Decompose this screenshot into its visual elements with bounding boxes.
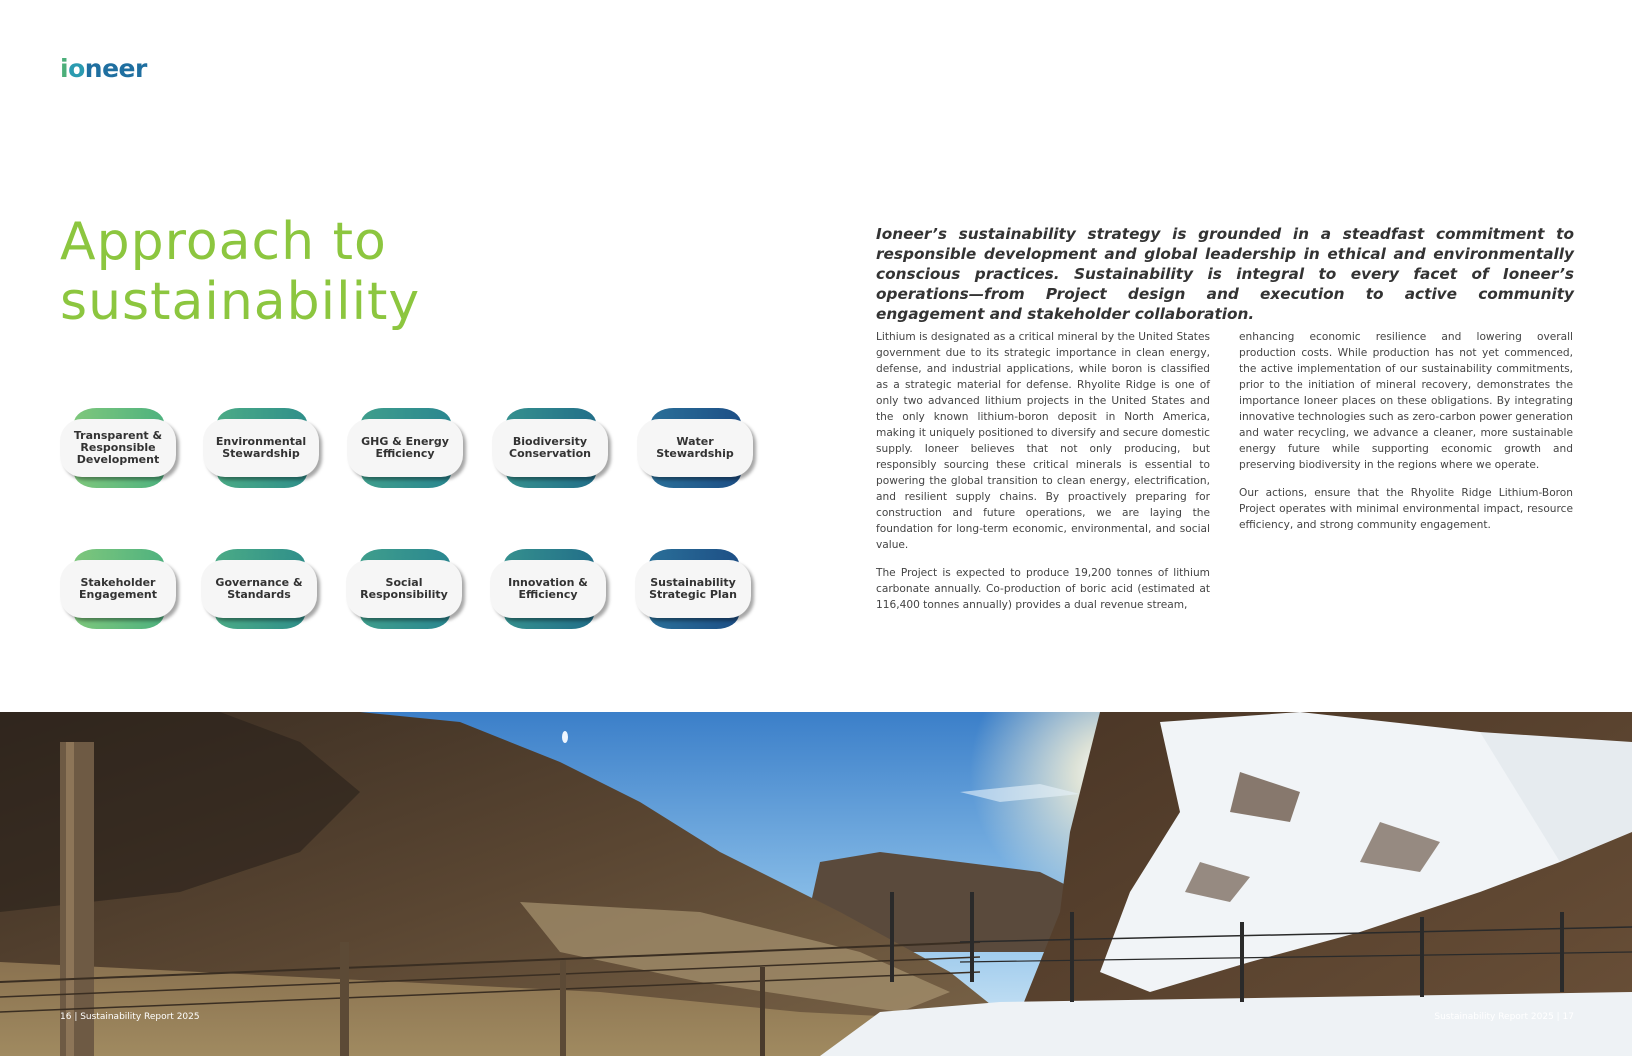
body-column-right (1239, 329, 1573, 545)
paragraph: The Project is expected to produce 19,200 tonnes of lithium carbonate annually. Co-production of boric acid (estimated at 116,400 tonnes annually) provides a dual revenue stream, (876, 567, 1210, 611)
pillar-stakeholder-engagement (60, 549, 178, 629)
body-column-left (876, 329, 1210, 625)
pillar-ghg-energy-efficiency (347, 408, 465, 488)
pillar-label: Transparent & Responsible Development (60, 419, 176, 477)
pillar-label: Biodiversity Conservation (492, 419, 608, 477)
pillars-row-1 (60, 408, 760, 488)
pillar-label: Stakeholder Engagement (60, 560, 176, 618)
pillar-water-stewardship (637, 408, 755, 488)
pillar-label: GHG & Energy Efficiency (347, 419, 463, 477)
pillars-row-2 (60, 549, 760, 629)
intro-statement: Ioneer’s sustainability strategy is grounded in a steadfast commitment to responsible development and global leadership in ethical and environmentally conscious practices. Sustainability is integral to every facet of Ioneer’s operations—from Project design and execution to active community engagement and stakeholder collaboration. (876, 225, 1574, 323)
pillar-label: Social Responsibility (346, 560, 462, 618)
footer-left: 16 | Sustainability Report 2025 (60, 1012, 200, 1022)
pillar-sustainability-strategic-plan (635, 549, 753, 629)
page-title: Approach to sustainability (60, 212, 421, 332)
pillar-label: Water Stewardship (637, 419, 753, 477)
paragraph: Lithium is designated as a critical mineral by the United States government due to its strategic importance in clean energy, defense, and industrial applications, while boron is classified as a strategic material for defense. Rhyolite Ridge is one of only two advanced lithium projects in the United States and the only known lithium-boron deposit in North America, making it uniquely positioned to diversify and secure domestic supply. Ioneer believes that not only producing, but responsibly sourcing these critical minerals is essential to powering the global transition to clean energy, electrification, and resilient supply chains. By proactively preparing for construction and future operations, we are laying the foundation for long-term economic, environmental, and social value. (876, 331, 1210, 551)
pillar-governance-standards (201, 549, 319, 629)
pillar-label: Innovation & Efficiency (490, 560, 606, 618)
pillar-environmental-stewardship (203, 408, 321, 488)
pillar-innovation-efficiency (490, 549, 608, 629)
pillar-label: Environmental Stewardship (203, 419, 319, 477)
footer-right: Sustainability Report 2025 | 17 (1434, 1012, 1574, 1022)
landscape-photo (0, 712, 1632, 1056)
pillar-transparent-development (60, 408, 178, 488)
pillar-label: Governance & Standards (201, 560, 317, 618)
ioneer-logo: ioneer (60, 54, 147, 83)
pillar-label: Sustainability Strategic Plan (635, 560, 751, 618)
paragraph: Our actions, ensure that the Rhyolite Ridge Lithium-Boron Project operates with minimal environmental impact, resource efficiency, and strong community engagement. (1239, 487, 1573, 531)
pillar-biodiversity-conservation (492, 408, 610, 488)
pillar-social-responsibility (346, 549, 464, 629)
paragraph: enhancing economic resilience and lowering overall production costs. While production has not yet commenced, the active implementation of our sustainability commitments, prior to the initiation of mineral recovery, demonstrates the importance Ioneer places on these obligations. By integrating innovative technologies such as zero-carbon power generation and water recycling, we advance a cleaner, more sustainable energy future while supporting economic growth and preserving biodiversity in the regions where we operate. (1239, 331, 1573, 471)
